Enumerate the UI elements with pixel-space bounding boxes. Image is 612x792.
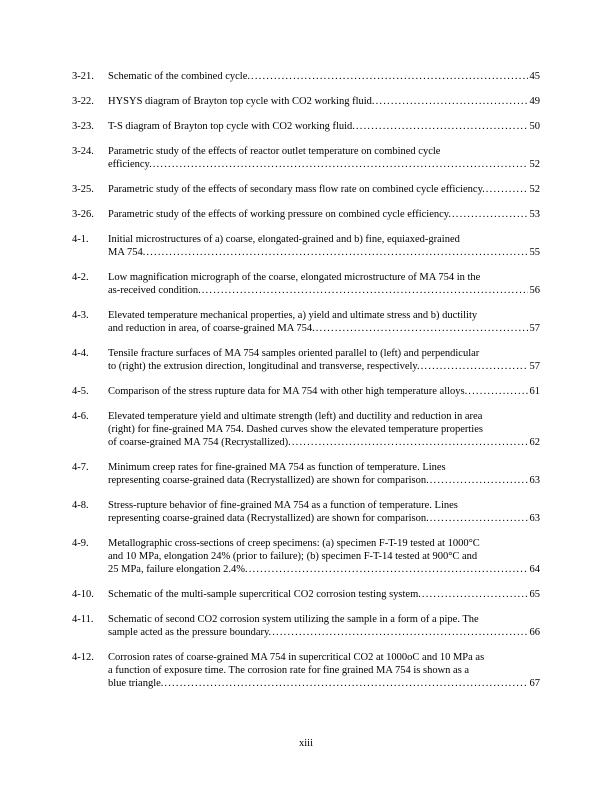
- caption-line: Schematic of second CO2 corrosion system utilizing the sample in a form of a pipe. The: [108, 614, 479, 625]
- caption-line: a function of exposure time. The corrosion rate for fine grained MA 754 is shown as a: [108, 665, 470, 676]
- entry-page-number: 67: [529, 678, 540, 689]
- entry-page-number: 64: [529, 564, 540, 575]
- footer-page-number: xiii: [298, 738, 313, 749]
- entry-page-number: 55: [529, 247, 540, 258]
- caption-line: Tensile fracture surfaces of MA 754 samples oriented parallel to (left) and perpendicular: [108, 348, 480, 359]
- caption-last-line: [108, 677, 540, 690]
- figure-number: 4-12.: [72, 652, 94, 663]
- dot-leader: [468, 385, 527, 398]
- caption-last-line-text: of coarse-grained MA 754 (Recrystallized).: [108, 437, 291, 448]
- dot-leader: [486, 183, 528, 196]
- entry-page-number: 49: [529, 96, 540, 107]
- figure-caption: [108, 183, 540, 196]
- caption-last-line: [108, 208, 540, 221]
- figure-entry: [72, 651, 540, 690]
- caption-line: Elevated temperature yield and ultimate strength (left) and ductility and reduction in area: [108, 411, 483, 422]
- figure-entry: [72, 95, 540, 108]
- figure-number: 4-7.: [72, 462, 89, 473]
- entry-page-number: 61: [529, 386, 540, 397]
- figure-number: 4-1.: [72, 234, 89, 245]
- figure-caption: [108, 461, 540, 487]
- figure-caption: [108, 499, 540, 525]
- figure-number: 4-6.: [72, 411, 89, 422]
- dot-leader: [316, 322, 528, 335]
- caption-last-line-text: as-received condition.: [108, 285, 201, 296]
- caption-line: Stress-rupture behavior of fine-grained MA 754 as a function of temperature. Lines: [108, 500, 458, 511]
- caption-last-line: [108, 512, 540, 525]
- figure-entry: [72, 613, 540, 639]
- figure-number: 4-10.: [72, 589, 94, 600]
- dot-leader: [356, 120, 528, 133]
- figure-caption: [108, 613, 540, 639]
- figures-list: [72, 70, 540, 690]
- figure-entry: [72, 309, 540, 335]
- caption-line: Initial microstructures of a) coarse, elongated-grained and b) fine, equiaxed-grained: [108, 234, 460, 245]
- figure-number: 3-24.: [72, 146, 94, 157]
- figure-entry: [72, 183, 540, 196]
- figure-caption: [108, 651, 540, 690]
- figure-caption: [108, 537, 540, 576]
- figure-number: 4-3.: [72, 310, 89, 321]
- figure-caption: [108, 309, 540, 335]
- figure-entry: [72, 537, 540, 576]
- figure-entry: [72, 70, 540, 83]
- entry-page-number: 66: [529, 627, 540, 638]
- figure-caption: [108, 233, 540, 259]
- dot-leader: [272, 626, 527, 639]
- figure-entry: [72, 347, 540, 373]
- caption-last-line: [108, 70, 540, 83]
- figure-entry: [72, 499, 540, 525]
- figure-entry: [72, 233, 540, 259]
- entry-page-number: 53: [529, 209, 540, 220]
- caption-last-line-text: Schematic of the combined cycle.: [108, 71, 250, 82]
- caption-last-line-text: efficiency.: [108, 159, 152, 170]
- figure-number: 3-21.: [72, 71, 94, 82]
- figure-caption: [108, 588, 540, 601]
- caption-last-line: [108, 322, 540, 335]
- dot-leader: [164, 677, 527, 690]
- caption-last-line-text: Parametric study of the effects of secondary mass flow rate on combined cycle efficiency.: [108, 184, 485, 195]
- dot-leader: [153, 158, 528, 171]
- caption-line: Minimum creep rates for fine-grained MA 754 as function of temperature. Lines: [108, 462, 446, 473]
- caption-line: Corrosion rates of coarse-grained MA 754 in supercritical CO2 at 1000oC and 10 MPa as: [108, 652, 485, 663]
- figure-caption: [108, 95, 540, 108]
- dot-leader: [376, 95, 528, 108]
- figure-number: 3-23.: [72, 121, 94, 132]
- figure-number: 4-8.: [72, 500, 89, 511]
- caption-last-line: [108, 246, 540, 259]
- figure-entry: [72, 461, 540, 487]
- figure-entry: [72, 208, 540, 221]
- figure-number: 3-22.: [72, 96, 94, 107]
- entry-page-number: 57: [529, 361, 540, 372]
- caption-line: Parametric study of the effects of reactor outlet temperature on combined cycle: [108, 146, 441, 157]
- entry-page-number: 63: [529, 513, 540, 524]
- figure-caption: [108, 385, 540, 398]
- dot-leader: [422, 588, 528, 601]
- caption-last-line: [108, 436, 540, 449]
- dot-leader: [421, 360, 528, 373]
- dot-leader: [249, 563, 528, 576]
- figure-number: 4-9.: [72, 538, 89, 549]
- figure-caption: [108, 145, 540, 171]
- caption-line: and 10 MPa, elongation 24% (prior to failure); (b) specimen F-T-14 tested at 900°C and: [108, 551, 478, 562]
- caption-last-line: [108, 626, 540, 639]
- caption-last-line: [108, 95, 540, 108]
- dot-leader: [430, 512, 528, 525]
- caption-last-line-text: representing coarse-grained data (Recrystallized) are shown for comparison.: [108, 513, 429, 524]
- caption-last-line: [108, 474, 540, 487]
- dot-leader: [146, 246, 527, 259]
- figure-entry: [72, 588, 540, 601]
- caption-last-line: [108, 563, 540, 576]
- dot-leader: [430, 474, 528, 487]
- figure-entry: [72, 410, 540, 449]
- figure-number: 3-25.: [72, 184, 94, 195]
- figure-number: 3-26.: [72, 209, 94, 220]
- caption-last-line-text: and reduction in area, of coarse-grained MA 754.: [108, 323, 315, 334]
- caption-last-line-text: T-S diagram of Brayton top cycle with CO2 working fluid.: [108, 121, 355, 132]
- figure-caption: [108, 410, 540, 449]
- caption-last-line: [108, 158, 540, 171]
- caption-last-line: [108, 385, 540, 398]
- dot-leader: [452, 208, 528, 221]
- entry-page-number: 57: [529, 323, 540, 334]
- caption-last-line-text: representing coarse-grained data (Recrystallized) are shown for comparison.: [108, 475, 429, 486]
- entry-page-number: 65: [529, 589, 540, 600]
- entry-page-number: 63: [529, 475, 540, 486]
- figure-caption: [108, 271, 540, 297]
- figure-entry: [72, 120, 540, 133]
- caption-last-line: [108, 360, 540, 373]
- caption-last-line: [108, 183, 540, 196]
- entry-page-number: 56: [529, 285, 540, 296]
- caption-last-line-text: MA 754.: [108, 247, 146, 258]
- figure-caption: [108, 70, 540, 83]
- dot-leader: [202, 284, 528, 297]
- caption-last-line-text: HYSYS diagram of Brayton top cycle with CO2 working fluid.: [108, 96, 375, 107]
- figure-number: 4-11.: [72, 614, 94, 625]
- caption-last-line-text: 25 MPa, failure elongation 2.4%.: [108, 564, 248, 575]
- entry-page-number: 62: [529, 437, 540, 448]
- dot-leader: [292, 436, 528, 449]
- figure-entry: [72, 145, 540, 171]
- entry-page-number: 52: [529, 159, 540, 170]
- caption-last-line-text: blue triangle.: [108, 678, 164, 689]
- figure-entry: [72, 271, 540, 297]
- caption-last-line: [108, 120, 540, 133]
- figure-caption: [108, 120, 540, 133]
- caption-last-line-text: Parametric study of the effects of working pressure on combined cycle efficiency.: [108, 209, 451, 220]
- caption-line: (right) for fine-grained MA 754. Dashed curves show the elevated temperature properties: [108, 424, 483, 435]
- caption-line: Low magnification micrograph of the coarse, elongated microstructure of MA 754 in the: [108, 272, 481, 283]
- caption-last-line-text: to (right) the extrusion direction, longitudinal and transverse, respectively.: [108, 361, 420, 372]
- caption-last-line-text: sample acted as the pressure boundary.: [108, 627, 272, 638]
- entry-page-number: 52: [529, 184, 540, 195]
- caption-last-line: [108, 284, 540, 297]
- caption-line: Metallographic cross-sections of creep specimens: (a) specimen F-T-19 tested at 1000°C: [108, 538, 480, 549]
- figure-caption: [108, 208, 540, 221]
- entry-page-number: 45: [529, 71, 540, 82]
- caption-last-line: [108, 588, 540, 601]
- caption-last-line-text: Schematic of the multi-sample supercritical CO2 corrosion testing system.: [108, 589, 421, 600]
- caption-last-line-text: Comparison of the stress rupture data for MA 754 with other high temperature alloys.: [108, 386, 468, 397]
- figure-caption: [108, 347, 540, 373]
- caption-line: Elevated temperature mechanical properties, a) yield and ultimate stress and b) ductility: [108, 310, 478, 321]
- entry-page-number: 50: [529, 121, 540, 132]
- figure-number: 4-4.: [72, 348, 89, 359]
- figure-entry: [72, 385, 540, 398]
- dot-leader: [251, 70, 528, 83]
- figure-number: 4-5.: [72, 386, 89, 397]
- figure-number: 4-2.: [72, 272, 89, 283]
